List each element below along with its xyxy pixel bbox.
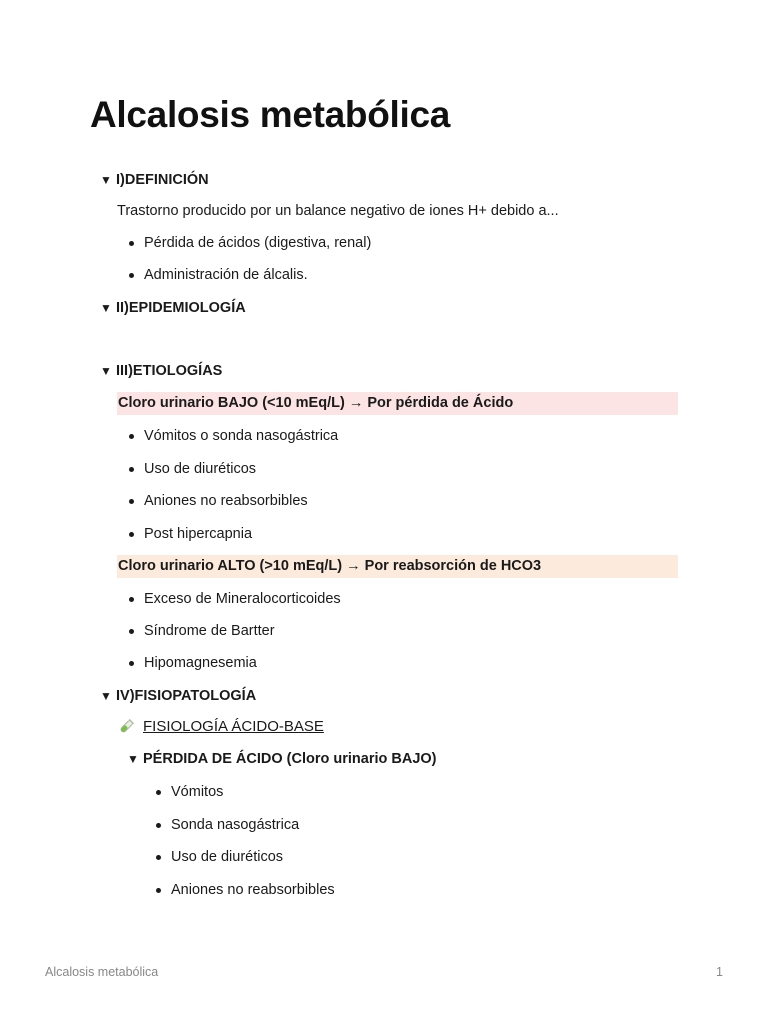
- list-item: [156, 814, 299, 836]
- list-item: [156, 879, 335, 901]
- list-item-text: Vómitos: [171, 784, 224, 800]
- list-item: [129, 588, 341, 610]
- link-text[interactable]: FISIOLOGÍA ÁCIDO-BASE: [143, 718, 324, 735]
- heading-etiologias: III)ETIOLOGÍAS: [116, 363, 223, 379]
- triangle-down-icon[interactable]: ▼: [127, 752, 139, 766]
- triangle-down-icon[interactable]: ▼: [100, 364, 112, 378]
- list-item: [129, 232, 371, 254]
- footer-title: Alcalosis metabólica: [45, 965, 159, 979]
- list-item-text: Aniones no reabsorbibles: [171, 882, 335, 898]
- list-item: [129, 523, 252, 545]
- list-item-text: Vómitos o sonda nasogástrica: [144, 428, 339, 444]
- bullet-icon: [129, 467, 134, 472]
- list-item: [129, 490, 308, 512]
- heading-epidemiologia: II)EPIDEMIOLOGÍA: [116, 300, 246, 316]
- list-item-text: Administración de álcalis.: [144, 267, 308, 283]
- list-item-text: Aniones no reabsorbibles: [144, 493, 308, 509]
- bullet-icon: [156, 888, 161, 893]
- list-item-text: Pérdida de ácidos (digestiva, renal): [144, 235, 372, 251]
- triangle-down-icon[interactable]: ▼: [100, 689, 112, 703]
- toggle-definicion[interactable]: [100, 169, 209, 191]
- test-tube-icon: [117, 718, 135, 736]
- list-item: [156, 781, 223, 803]
- bullet-icon: [156, 823, 161, 828]
- list-item-text: Síndrome de Bartter: [144, 623, 275, 639]
- list-item: [129, 652, 257, 674]
- heading-fisiopatologia: IV)FISIOPATOLOGÍA: [116, 688, 257, 704]
- toggle-perdida-acido[interactable]: [127, 748, 437, 770]
- bullet-icon: [129, 597, 134, 602]
- list-item: [129, 620, 275, 642]
- list-item-text: Post hipercapnia: [144, 526, 253, 542]
- list-item-text: Sonda nasogástrica: [171, 817, 300, 833]
- triangle-down-icon[interactable]: ▼: [100, 173, 112, 187]
- toggle-etiologias[interactable]: [100, 360, 222, 382]
- bullet-icon: [129, 629, 134, 634]
- bullet-icon: [129, 661, 134, 666]
- list-item: [129, 264, 308, 286]
- bullet-icon: [156, 790, 161, 795]
- bullet-icon: [129, 499, 134, 504]
- callout-cloro-alto: Cloro urinario ALTO (>10 mEq/L) → Por reabsorción de HCO3: [117, 555, 678, 578]
- toggle-fisiopatologia[interactable]: [100, 685, 256, 707]
- list-item: [129, 458, 256, 480]
- definicion-text: Trastorno producido por un balance negativo de iones H+ debido a...: [117, 203, 559, 219]
- heading-perdida-acido: PÉRDIDA DE ÁCIDO (Cloro urinario BAJO): [143, 751, 437, 767]
- list-item-text: Hipomagnesemia: [144, 655, 257, 671]
- list-item-text: Uso de diuréticos: [144, 461, 257, 477]
- toggle-epidemiologia[interactable]: [100, 297, 246, 319]
- list-item-text: Exceso de Mineralocorticoides: [144, 591, 341, 607]
- bullet-icon: [129, 241, 134, 246]
- callout-cloro-bajo: Cloro urinario BAJO (<10 mEq/L) → Por pérdida de Ácido: [117, 392, 678, 415]
- bullet-icon: [129, 273, 134, 278]
- link-fisiologia-acido-base[interactable]: [117, 716, 324, 738]
- page-number: 1: [716, 965, 723, 979]
- list-item: [129, 425, 338, 447]
- triangle-down-icon[interactable]: ▼: [100, 301, 112, 315]
- bullet-icon: [129, 532, 134, 537]
- list-item: [156, 846, 283, 868]
- bullet-icon: [129, 434, 134, 439]
- bullet-icon: [156, 855, 161, 860]
- list-item-text: Uso de diuréticos: [171, 849, 284, 865]
- heading-definicion: I)DEFINICIÓN: [116, 172, 209, 188]
- page-title: Alcalosis metabólica: [90, 94, 451, 135]
